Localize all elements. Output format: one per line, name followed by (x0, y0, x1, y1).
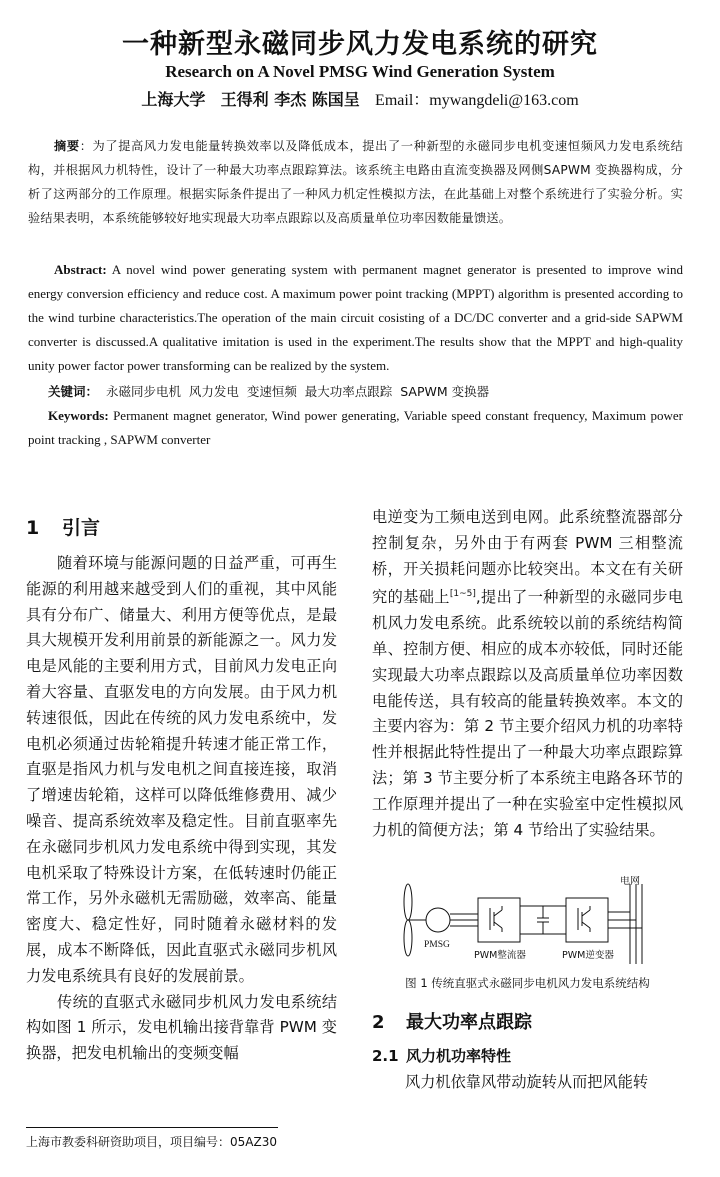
subsection-2-1-title: 风力机功率特性 (406, 1047, 512, 1065)
intro-paragraph-2: 传统的直驱式永磁同步机风力发电系统结构如图 1 所示，发电机输出接背靠背 PWM 变换器，把发电机输出的变频变幅 (26, 992, 337, 1063)
paper-title-en: Research on A Novel PMSG Wind Generation System (165, 62, 555, 81)
subsection-2-1-heading (372, 1045, 511, 1066)
section-2-number: 2 (372, 1012, 385, 1033)
pwm-rectifier-box (478, 898, 520, 942)
turbine-blade-top (404, 884, 412, 920)
abstract-en-label: Abstract: (54, 262, 107, 277)
pmsg-label: PMSG (424, 940, 450, 950)
section-1-number: 1 (26, 517, 40, 539)
left-column (26, 551, 337, 1067)
rectifier-label: PWM整流器 (474, 950, 526, 961)
abstract-cn-label: 摘要 (54, 139, 80, 153)
intro-paragraph-1: 随着环境与能源问题的日益严重，可再生能源的利用越来越受到人们的重视，其中风能具有分布广、储量大、利用方便等优点，是最具大规模开发利用前景的新能源之一。风力发电是风能的主要利用方式，目前风力发电正向着大容量、直驱发电的方向发展。由于风力机转速很低，因此在传统的风力发电系统中，发电机必须通过齿轮箱提升转速才能正常工作，直驱是指风力机与发电机之间直接连接，取消了增速齿轮箱，这样可以降低维修费用、减少噪音、提高系统效率及稳定性。目前直驱率先在永磁同步机风力发电系统中得到实现，其发电机采取了特殊设计方案，在低转速时仍能正常工作，另外永磁机无需励磁，效率高、能量密度大、稳定性好，同时随着永磁材料的发展，成本不断降低，因此直驱式永磁同步机风力发电系统具有良好的发展前景。 (26, 554, 337, 985)
keywords-en-text: Permanent magnet generator, Wind power generating, Variable speed constant frequency, Maximum power point tracking , SAPWM converter (28, 408, 683, 447)
right-column (372, 505, 683, 843)
paper-title-cn: 一种新型永磁同步风力发电系统的研究 (122, 29, 598, 60)
keywords-cn (48, 380, 688, 404)
figure-1-caption: 图 1 传统直驱式永磁同步电机风力发电系统结构 (405, 976, 650, 990)
pmsg-generator-icon (426, 908, 450, 932)
abstract-en (28, 258, 683, 378)
grid-label: 电网 (620, 876, 640, 887)
section-2-title: 最大功率点跟踪 (406, 1012, 532, 1033)
authors: 王得利 李杰 陈国呈 (220, 90, 360, 109)
keywords-en (28, 404, 683, 452)
inverter-label: PWM逆变器 (562, 950, 614, 961)
abstract-en-text: A novel wind power generating system with permanent magnet generator is presented to improve wind energy conversion efficiency and reduce cost. A maximum power point tracking (MPPT) algorithm is presented according to the wind turbine characteristics.The operation of the main circuit cosisting of a DC/DC converter and a grid-side SAPWM converter is discussed.A qualitative imitation is used in the experiment.The results show that the MPPT and high-quality unity power factor power transforming can be realized by the system. (28, 262, 683, 373)
section-1-heading (26, 513, 100, 540)
turbine-blade-bottom (404, 920, 412, 956)
section-2-heading (372, 1008, 532, 1034)
keywords-en-label: Keywords: (48, 408, 109, 423)
figure-1-diagram (398, 876, 668, 972)
intro-continued-text-a: 电逆变为工频电送到电网。此系统整流器部分控制复杂，另外由于有两套 PWM 三相整流桥，开关损耗问题亦比较突出。本文在有关研究的基础上 (372, 508, 683, 607)
author-line (0, 87, 720, 110)
author-email: Email：mywangdeli@163.com (375, 92, 579, 109)
abstract-cn-text: ：为了提高风力发电能量转换效率以及降低成本，提出了一种新型的永磁同步电机变速恒频风力发电系统结构，并根据风力机特性，设计了一种最大功率点跟踪算法。该系统主电路由直流变换器及网侧SAPWM 变换器构成，分析了这两部分的工作原理。根据实际条件提出了一种风力机定性模拟方法，在此基础上对整个系统进行了实验分析。实验结果表明，本系统能够较好地实现最大功率点跟踪以及高质量单位功率因数能量馈送。 (28, 139, 683, 225)
abstract-cn (28, 134, 683, 230)
affiliation: 上海大学 (141, 90, 206, 109)
pwm-inverter-box (566, 898, 608, 942)
footnote: 上海市教委科研资助项目，项目编号：05AZ30 (26, 1135, 277, 1149)
intro-continued-text-b: ,提出了一种新型的永磁同步电机风力发电系统。此系统较以前的系统结构简单、控制方便、相应的成本亦较低，同时还能实现最大功率点跟踪以及高质量单位功率因数电能传送，具有较高的能量转换效率。本文的主要内容为：第 2 节主要介绍风力机的功率特性并根据此特性提出了一种最大功率点跟踪算法；第 3 节主要分析了本系统主电路各环节的工作原理并提出了一种在实验室中定性模拟风力机的简便方法；第 4 节给出了实验结果。 (372, 588, 684, 839)
subsection-2-1-number: 2.1 (372, 1047, 399, 1065)
subsection-2-1-text: 风力机依靠风带动旋转从而把风能转 (405, 1073, 648, 1091)
intro-paragraph-2-continued (372, 505, 683, 843)
footnote-rule (26, 1127, 278, 1128)
keywords-cn-text: 永磁同步电机 风力发电 变速恒频 最大功率点跟踪 SAPWM 变换器 (98, 384, 490, 399)
keywords-cn-label: 关键词： (48, 384, 99, 399)
section-1-title: 引言 (62, 517, 101, 539)
citation-ref: [1~5] (449, 589, 476, 600)
